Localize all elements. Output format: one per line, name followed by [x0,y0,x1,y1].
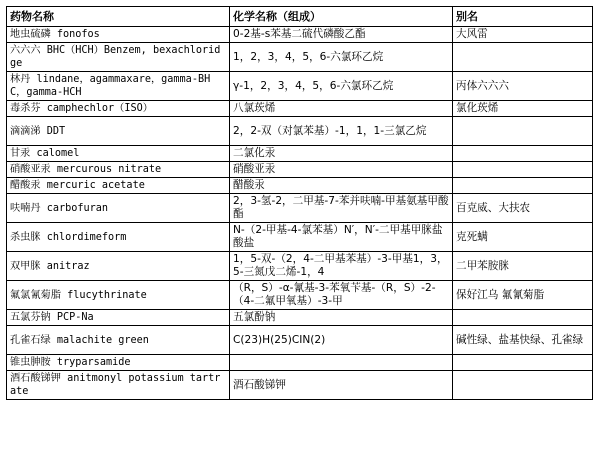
drug-name-cell: 地虫硫磷 fonofos [7,27,230,43]
table-row [7,43,593,72]
chemical-name-cell: γ-1，2，3，4，5，6-六氯环乙烷 [230,72,453,101]
alias-cell: 丙体六六六 [453,72,593,101]
chemical-name-cell: 二氯化汞 [230,146,453,162]
alias-cell [453,310,593,326]
header-chemical-name: 化学名称（组成） [230,7,453,27]
table-row [7,281,593,310]
table-row [7,326,593,355]
drug-name-cell: 醋酸汞 mercuric acetate [7,178,230,194]
drug-name-cell: 呋喃丹 carbofuran [7,194,230,223]
drug-name-cell: 林丹 lindane，agammaxare，gamma-BHC，gamma-HCH [7,72,230,101]
chemical-name-cell: （R，S）-α-氰基-3-苯氧苄基-（R，S）-2-（4-二氟甲氧基）-3-甲 [230,281,453,310]
chemical-name-cell: C(23)H(25)CIN(2) [230,326,453,355]
chemical-name-cell: 八氯莰烯 [230,101,453,117]
table-row [7,178,593,194]
alias-cell: 克死螨 [453,223,593,252]
chemical-name-cell: 硝酸亚汞 [230,162,453,178]
alias-cell: 氯化莰烯 [453,101,593,117]
header-alias: 别名 [453,7,593,27]
table-row [7,117,593,146]
alias-cell [453,146,593,162]
chemical-name-cell [230,355,453,371]
chemical-name-cell: 2，3-氢-2，二甲基-7-苯并呋喃-甲基氨基甲酸酯 [230,194,453,223]
chemical-name-cell: 1，5-双-（2，4-二甲基苯基）-3-甲基1，3，5-三氮戊二烯-1，4 [230,252,453,281]
drug-name-cell: 五氯芬钠 PCP-Na [7,310,230,326]
alias-cell [453,162,593,178]
drug-name-cell: 六六六 BHC（HCH）Benzem, bexachloridge [7,43,230,72]
chemical-name-cell: 醋酸汞 [230,178,453,194]
drug-name-cell: 滴滴涕 DDT [7,117,230,146]
alias-cell: 百克威、大扶农 [453,194,593,223]
table-row [7,355,593,371]
table-row [7,27,593,43]
chemical-name-cell: 2，2-双（对氯苯基）-1，1，1-三氯乙烷 [230,117,453,146]
drug-name-cell: 孔雀石绿 malachite green [7,326,230,355]
table-row [7,223,593,252]
drug-name-cell: 锥虫胂胺 tryparsamide [7,355,230,371]
chemical-name-cell: 五氯酚钠 [230,310,453,326]
drug-table [6,6,593,400]
table-row [7,252,593,281]
drug-table-sheet [6,6,592,400]
alias-cell [453,178,593,194]
alias-cell [453,371,593,400]
table-row [7,162,593,178]
table-header-row [7,7,593,27]
alias-cell: 保好江乌 氟氰菊脂 [453,281,593,310]
alias-cell [453,355,593,371]
alias-cell [453,43,593,72]
alias-cell: 二甲苯胺脒 [453,252,593,281]
alias-cell [453,117,593,146]
table-row [7,72,593,101]
drug-name-cell: 双甲脒 anitraz [7,252,230,281]
table-row [7,371,593,400]
table-row [7,146,593,162]
table-row [7,310,593,326]
chemical-name-cell: 酒石酸锑钾 [230,371,453,400]
alias-cell: 碱性绿、盐基快绿、孔雀绿 [453,326,593,355]
table-body [7,27,593,400]
drug-name-cell: 杀虫脒 chlordimeform [7,223,230,252]
table-row [7,194,593,223]
drug-name-cell: 酒石酸锑钾 anitmonyl potassium tartrate [7,371,230,400]
table-row [7,101,593,117]
drug-name-cell: 氟氯氰菊脂 flucythrinate [7,281,230,310]
drug-name-cell: 甘汞 calomel [7,146,230,162]
chemical-name-cell: 1，2，3，4，5，6-六氯环乙烷 [230,43,453,72]
alias-cell: 大风雷 [453,27,593,43]
drug-name-cell: 毒杀芬 camphechlor（ISO） [7,101,230,117]
drug-name-cell: 硝酸亚汞 mercurous nitrate [7,162,230,178]
chemical-name-cell: 0-2基-s苯基二硫代磷酸乙酯 [230,27,453,43]
header-drug-name: 药物名称 [7,7,230,27]
chemical-name-cell: N-（2-甲基-4-氯苯基）N′，N′-二甲基甲脒盐酸盐 [230,223,453,252]
